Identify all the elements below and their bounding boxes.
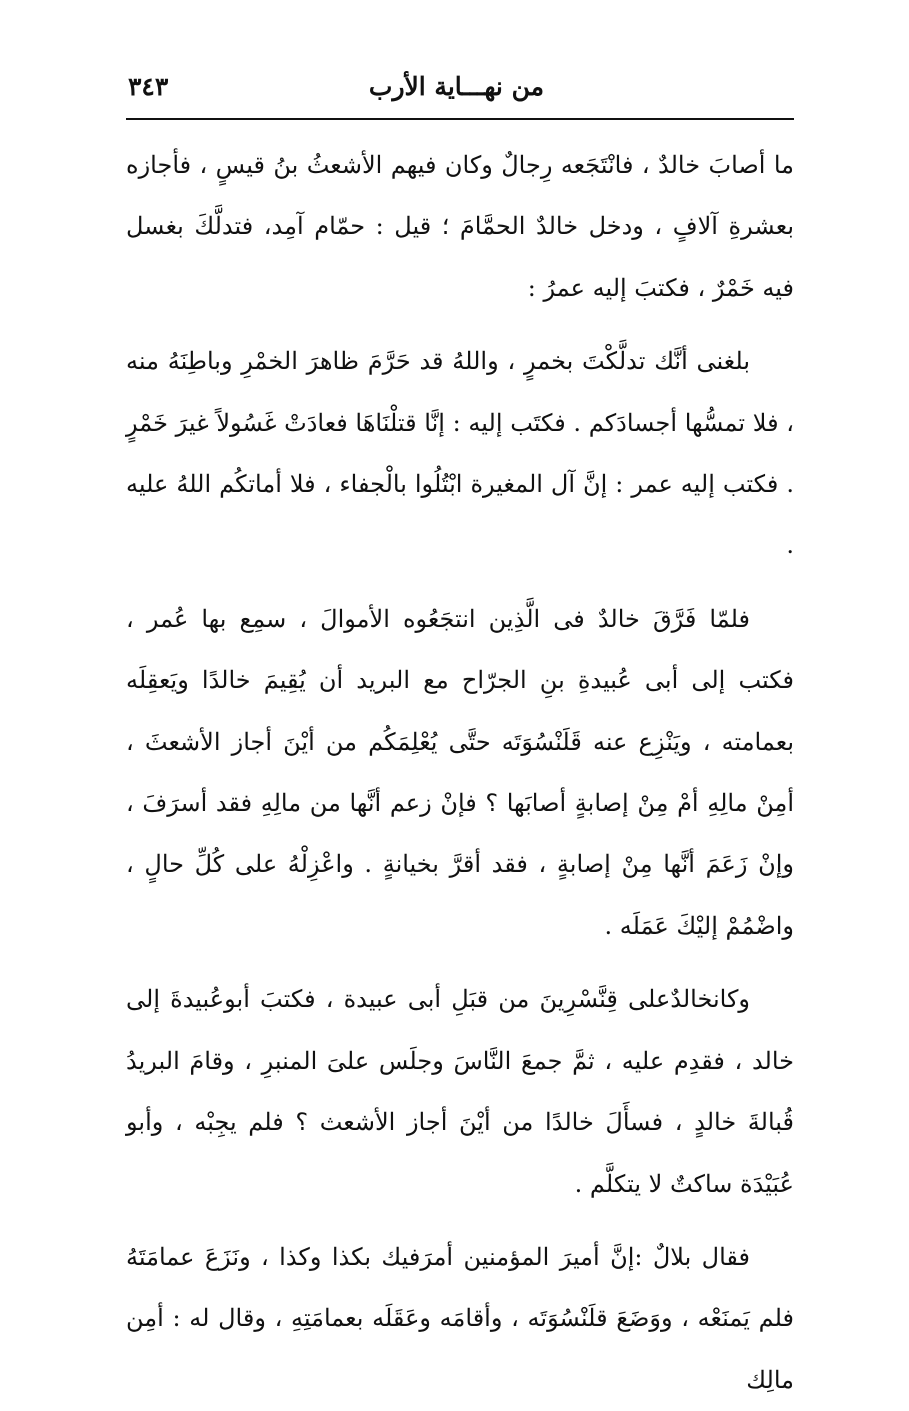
- paragraph-4: وكانخالدٌعلى قِنَّسْرِينَ من قبَلِ أبى عبيدة ، فكتبَ أبوعُبيدةَ إلى خالد ، فقدِم عليه ، ثمَّ جمعَ النَّاسَ وجلَس علىَ المنبرِ ، وقامَ البريدُ قُبالةَ خالدٍ ، فسأَلَ خالدًا من أيْنَ أجاز الأشعث ؟ فلم يجِبْه ، وأبو عُبَيْدَة ساكتٌ لا يتكلَّم .: [126, 985, 794, 1198]
- paragraph-1: ما أصابَ خالدٌ ، فانْتَجَعه رِجالٌ وكان فيهم الأشعثُ بنُ قيسٍ ، فأجازه بعشرةِ آلافٍ ، ودخل خالدٌ الحمَّامَ ؛ قيل : حمّام آمِد، فتدلَّكَ بغسل فيه خَمْرٌ ، فكتبَ إليه عمرُ :: [126, 151, 794, 302]
- running-header: [126, 62, 794, 112]
- header-title: من نهـــاية الأرب: [368, 72, 544, 101]
- paragraph-3: فلمّا فَرَّقَ خالدٌ فى الَّذِين انتجَعُوه الأموالَ ، سمِع بها عُمر ، فكتب إلى أبى عُبيدةِ بنِ الجرّاح مع البريد أن يُقِيمَ خالدًا ويَعقِلَه بعمامته ، ويَنْزِع عنه قَلَنْسُوَتَه حتَّى يُعْلِمَكُم من أيْنَ أجاز الأشعثَ ، أمِنْ مالِهِ أمْ مِنْ إصابةٍ أصابَها ؟ فإنْ زعم أنَّها من مالِهِ فقد أسرَفَ ، وإنْ زَعَمَ أنَّها مِنْ إصابةٍ ، فقد أقرَّ بخيانةٍ . واعْزِلْهُ على كُلِّ حالٍ ، واضْمُمْ إليْكَ عَمَلَه .: [126, 604, 794, 940]
- body-text: [126, 135, 794, 1411]
- page-number: ٣٤٣: [128, 72, 169, 101]
- paragraph-5: فقال بلالٌ :إنَّ أميرَ المؤمنين أمرَفيك بكذا وكذا ، ونَزَعَ عمامَتَهُ فلم يَمنَعْه ، ووَضَعَ قلَنْسُوَتَه ، وأقامَه وعَقَلَه بعمامَتِهِ ، وقال له : أمِن مالِك: [126, 1242, 794, 1394]
- header-rule: [126, 118, 794, 120]
- paragraph-2: بلغنى أنَّك تدلَّكْتَ بخمرٍ ، واللهُ قد حَرَّمَ ظاهرَ الخمْرِ وباطِنَهُ منه ، فلا تمسُّها أجسادَكم . فكتَب إليه : إنَّا قتلْنَاهَا فعادَتْ غَسُولاً غيرَ خَمْرٍ . فكتب إليه عمر : إنَّ آل المغيرة ابْتُلُوا بالْجفاء ، فلا أماتكُم اللهُ عليه .: [126, 347, 794, 560]
